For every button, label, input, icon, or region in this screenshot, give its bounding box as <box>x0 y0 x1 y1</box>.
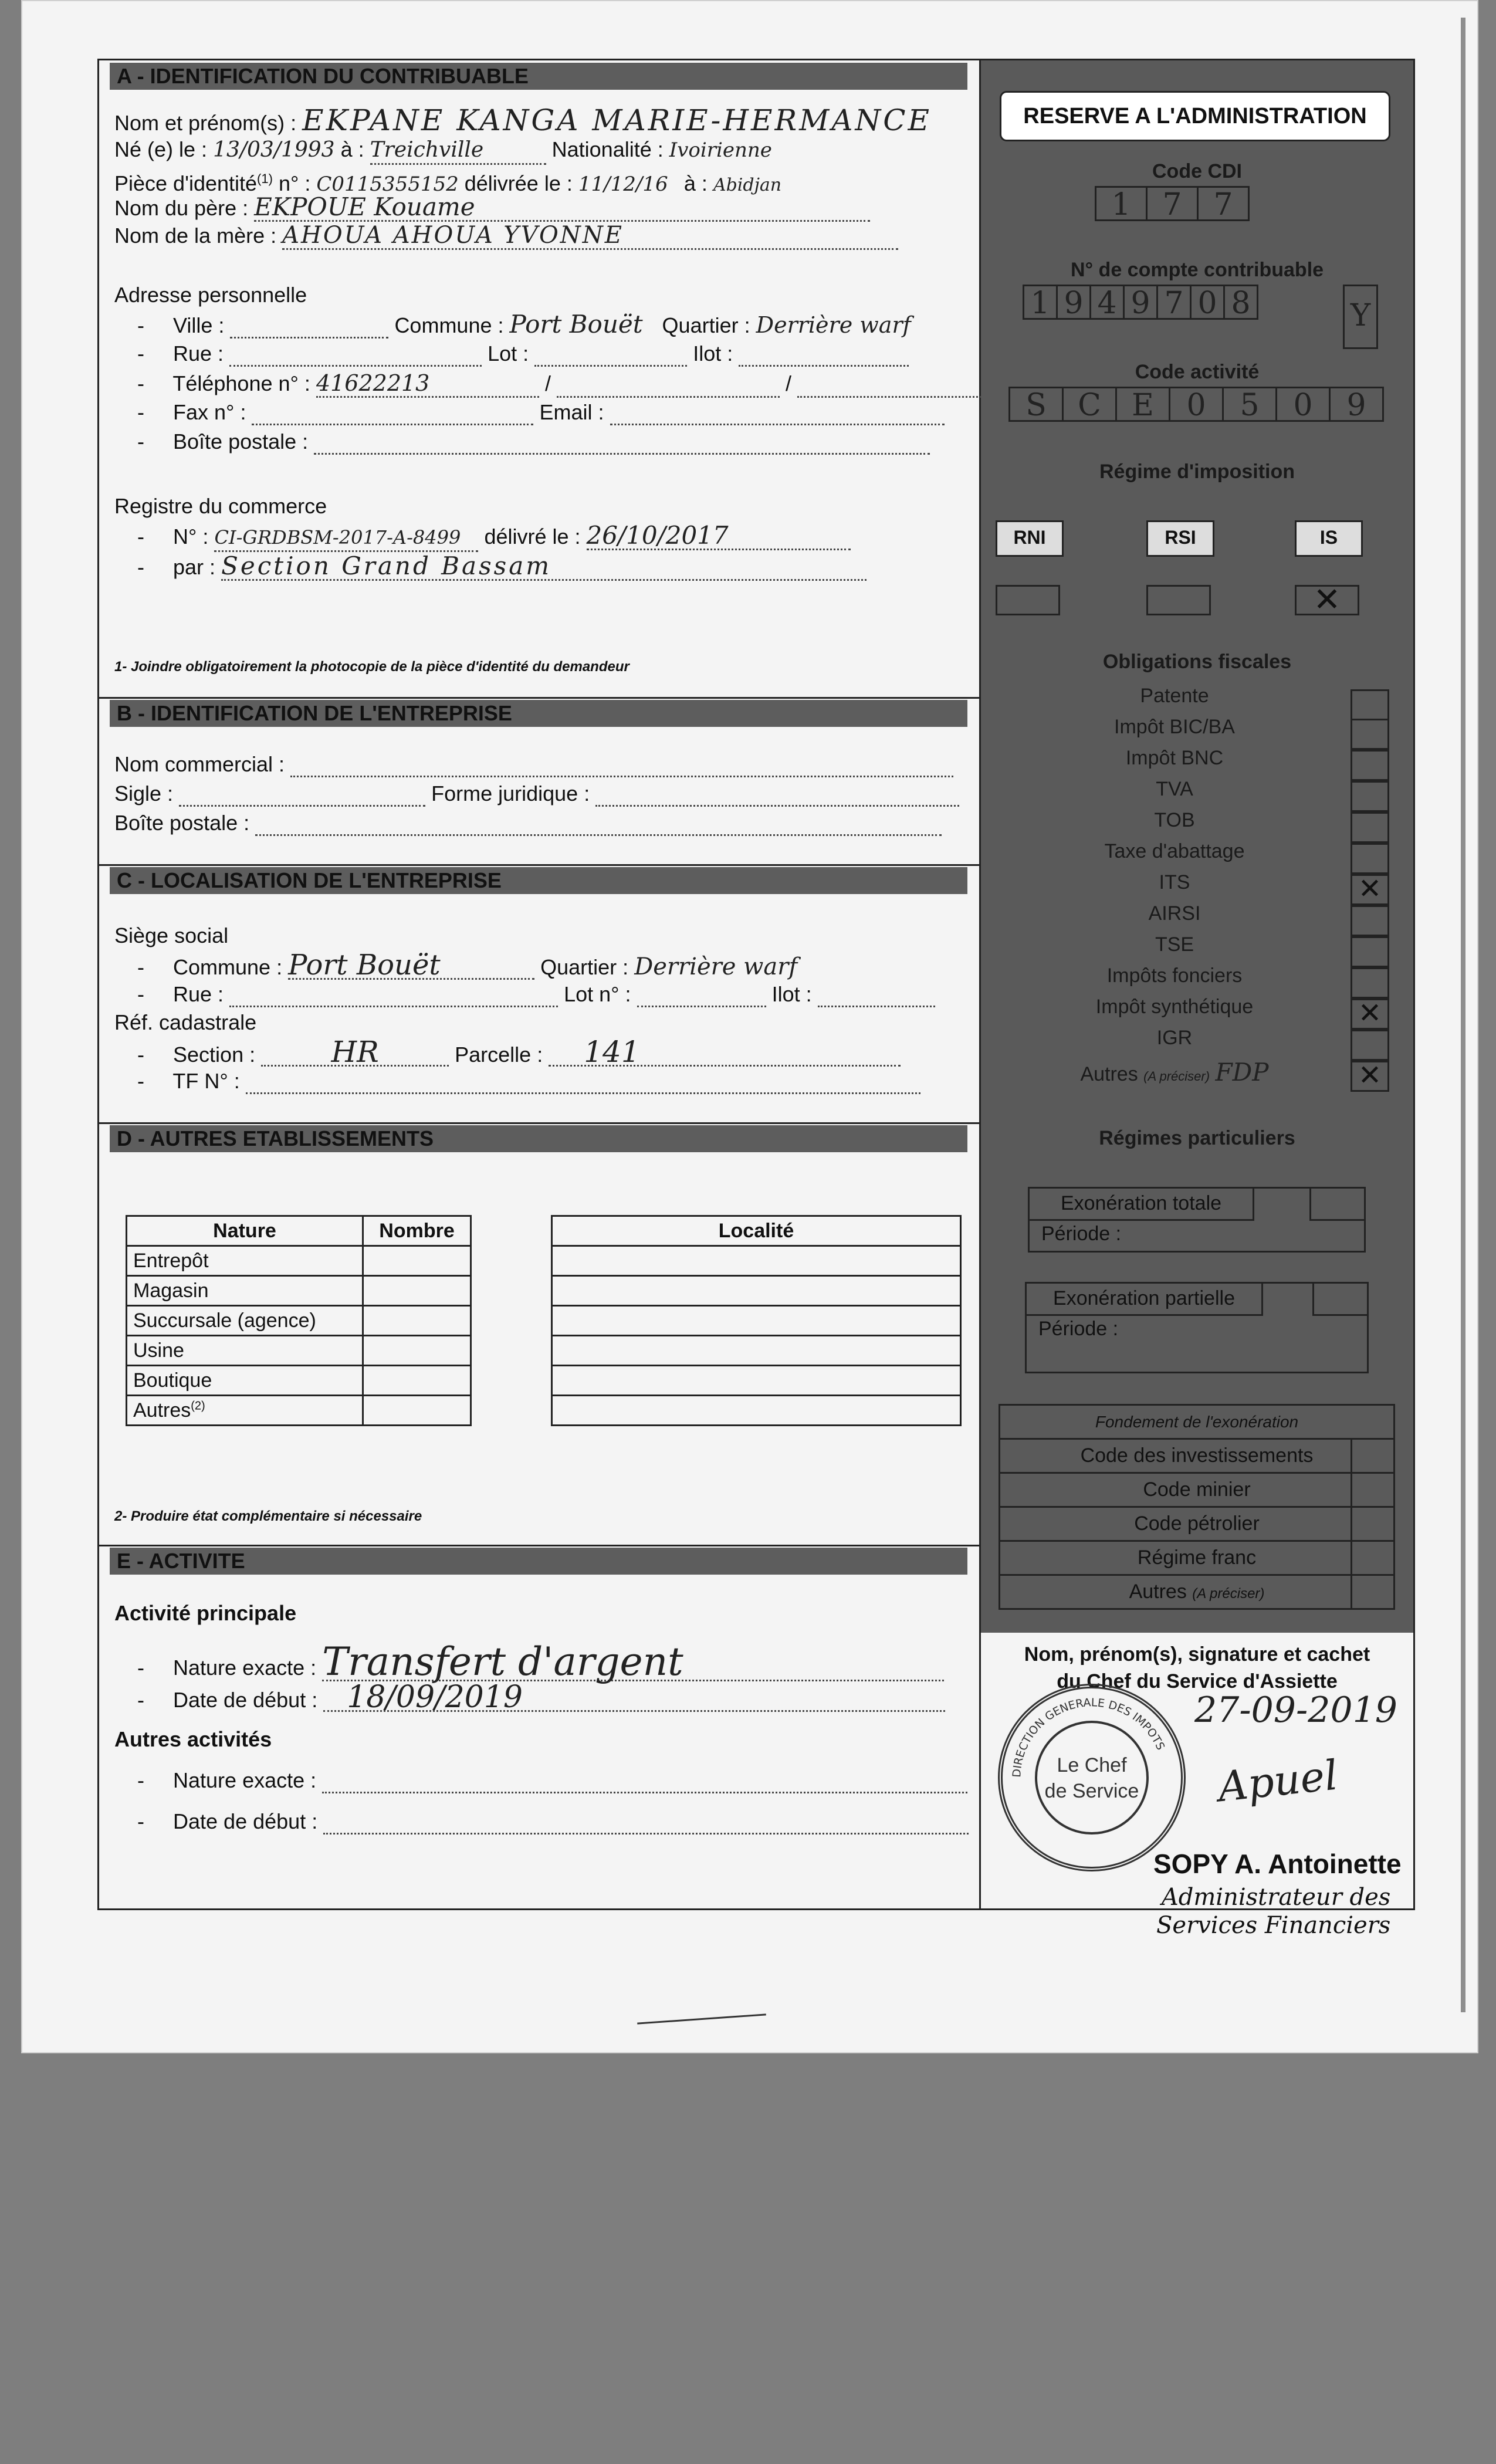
fondement-checkbox[interactable] <box>1351 1508 1393 1540</box>
lot-field[interactable] <box>534 347 687 367</box>
activite-char[interactable]: 0 <box>1169 387 1224 422</box>
compte-key[interactable]: Y <box>1343 285 1378 349</box>
rue-label: Rue : <box>173 341 224 365</box>
activite-cells <box>1010 387 1384 422</box>
scan-edge-mark <box>1461 18 1465 2012</box>
section-c-header: C - LOCALISATION DE L'ENTREPRISE <box>110 867 967 894</box>
cdi-digit[interactable]: 7 <box>1146 186 1199 221</box>
cdi-digit[interactable]: 1 <box>1095 186 1148 221</box>
signatory-title: Administrateur des Services Financiers <box>1156 1884 1391 1939</box>
ref-cadastrale-label: Réf. cadastrale <box>114 1010 257 1034</box>
adresse-label: Adresse personnelle <box>114 283 307 307</box>
c-ilot-field[interactable] <box>818 988 935 1007</box>
compte-key-cell <box>1345 285 1378 349</box>
fondement-investissements: Code des investissements <box>1000 1440 1393 1474</box>
cdi-digit[interactable]: 7 <box>1197 186 1250 221</box>
scanned-form-page <box>21 0 1478 2053</box>
obligation-tva: TVA <box>1156 778 1193 800</box>
piece-no-value[interactable]: C0115355152 <box>316 172 459 196</box>
regime-rni-label: RNI <box>996 520 1064 557</box>
fondement-minier: Code minier <box>1000 1474 1393 1508</box>
fondement-checkbox[interactable] <box>1351 1474 1393 1506</box>
stamp-center: Le Chef de Service <box>1035 1721 1149 1835</box>
c-tf-field[interactable] <box>246 1075 920 1094</box>
nom-commercial-row <box>114 752 953 777</box>
piece-no-label: n° : <box>278 171 311 195</box>
email-field[interactable] <box>610 406 945 425</box>
bp-label: Boîte postale : <box>173 429 309 453</box>
etablissements-table <box>126 1215 472 1426</box>
e-nature-value[interactable]: Transfert d'argent <box>322 1644 944 1681</box>
nombre-cell[interactable] <box>363 1336 471 1366</box>
obligation-synthetique: Impôt synthétique <box>1095 996 1254 1018</box>
fondement-label: Fondement de l'exonération <box>1000 1406 1393 1440</box>
e-debut-row: - Date de début : 18/09/2019 <box>114 1684 945 1713</box>
nationalite-value[interactable]: Ivoirienne <box>669 138 772 162</box>
particuliers-label: Régimes particuliers <box>1099 1127 1295 1149</box>
left-column <box>99 60 981 1908</box>
regime-is-checkbox[interactable]: ✕ <box>1295 585 1359 615</box>
signatory-name: SOPY A. Antoinette <box>1153 1849 1402 1879</box>
nombre-cell[interactable] <box>363 1396 471 1426</box>
signature-label: Nom, prénom(s), signature et cachet du Chef du Service d'Assiette <box>1024 1643 1370 1693</box>
quartier-label: Quartier : <box>662 313 750 337</box>
compte-digit[interactable]: 1 <box>1023 285 1058 320</box>
activite-char[interactable]: C <box>1062 387 1117 422</box>
obligation-checkbox[interactable] <box>1351 967 1389 999</box>
c-lot-label: Lot n° : <box>564 982 631 1006</box>
obligation-patente: Patente <box>1140 685 1209 707</box>
regime-rni-checkbox[interactable] <box>996 585 1060 615</box>
bp-row: - Boîte postale : <box>114 429 930 455</box>
localite-cell[interactable] <box>552 1396 961 1426</box>
exo-totale-box <box>1028 1187 1366 1253</box>
c-section-value[interactable]: HR <box>261 1039 449 1067</box>
e-autres-debut-row: - Date de début : <box>114 1809 969 1835</box>
nature-cell: Boutique <box>127 1366 363 1396</box>
e-debut-value[interactable]: 18/09/2019 <box>323 1684 945 1712</box>
obligation-checkbox[interactable] <box>1351 750 1389 781</box>
quartier-value[interactable]: Derrière warf <box>756 312 911 338</box>
fondement-checkbox[interactable] <box>1351 1440 1393 1472</box>
telephone-row: - Téléphone n° : 41622213 / / <box>114 370 985 398</box>
c-lot-field[interactable] <box>637 988 766 1007</box>
section-e-header: E - ACTIVITE <box>110 1548 967 1575</box>
table-row <box>127 1246 471 1276</box>
c-rue-label: Rue : <box>173 982 224 1006</box>
exo-totale-checkbox[interactable] <box>1309 1189 1364 1221</box>
localite-cell[interactable] <box>552 1366 961 1396</box>
piece-a-value[interactable]: Abidjan <box>713 175 782 195</box>
lot-label: Lot : <box>488 341 529 365</box>
c-tf-label: TF N° : <box>172 1069 240 1093</box>
rc-delivre-label: délivré le : <box>484 524 581 549</box>
autres-footnote: (2) <box>191 1399 205 1413</box>
rc-no-value[interactable]: CI-GRDBSM-2017-A-8499 <box>214 524 478 552</box>
col-nombre-header: Nombre <box>363 1216 471 1246</box>
rc-par-label: par : <box>173 555 216 579</box>
localite-cell[interactable] <box>552 1246 961 1276</box>
exo-partielle-periode: Période : <box>1038 1318 1119 1340</box>
forme-label: Forme juridique : <box>431 781 590 805</box>
e-autres-nature-field[interactable] <box>322 1774 967 1793</box>
ville-field[interactable] <box>230 319 388 339</box>
c-quartier-value[interactable]: Derrière warf <box>634 953 798 980</box>
fondement-regime-franc: Régime franc <box>1000 1542 1393 1576</box>
rue-row: - Rue : Lot : Ilot : <box>114 341 909 367</box>
nom-commercial-label: Nom commercial : <box>114 752 285 776</box>
rc-par-row: - par : Section Grand Bassam <box>114 553 867 581</box>
obligation-tse: TSE <box>1155 933 1194 956</box>
nature-cell: Succursale (agence) <box>127 1306 363 1336</box>
e-autres-debut-label: Date de début : <box>173 1809 318 1833</box>
localite-cell[interactable] <box>552 1306 961 1336</box>
obligation-bnc: Impôt BNC <box>1125 747 1224 769</box>
svg-text:DIRECTION GENERALE DES IMPOTS: DIRECTION GENERALE DES IMPOTS <box>1010 1696 1167 1778</box>
ne-a-label: à : <box>340 137 364 161</box>
fax-label: Fax n° : <box>173 400 246 424</box>
exo-partielle-checkbox[interactable] <box>1312 1284 1367 1316</box>
handwritten-signature: Apuel <box>1216 1751 1340 1812</box>
obligation-its: ITS <box>1159 871 1190 893</box>
piece-delivree-value[interactable]: 11/12/16 <box>578 172 668 196</box>
piece-delivree-label: délivrée le : <box>464 171 573 195</box>
obligation-autres-note: (A préciser) <box>1143 1069 1210 1084</box>
b-bp-field[interactable] <box>255 817 942 836</box>
nombre-cell[interactable] <box>363 1366 471 1396</box>
c-section-row: - Section : HR Parcelle : 141 <box>114 1039 901 1068</box>
commune-label: Commune : <box>394 313 504 337</box>
activite-char[interactable]: 5 <box>1222 387 1277 422</box>
ne-label: Né (e) le : <box>114 137 208 161</box>
note-piece-identite: 1- Joindre obligatoirement la photocopie de la pièce d'identité du demandeur <box>114 659 629 675</box>
localite-table <box>551 1215 962 1426</box>
obligation-checkbox[interactable] <box>1351 781 1389 812</box>
table-row <box>127 1276 471 1306</box>
nombre-cell[interactable] <box>363 1276 471 1306</box>
obligation-checkbox[interactable]: ✕ <box>1351 999 1389 1030</box>
nature-cell: Magasin <box>127 1276 363 1306</box>
siege-label: Siège social <box>114 923 229 947</box>
sigle-label: Sigle : <box>114 781 174 805</box>
nom-commercial-field[interactable] <box>290 758 953 777</box>
compte-digit[interactable]: 9 <box>1123 285 1158 320</box>
ilot-label: Ilot : <box>693 341 733 365</box>
localite-cell[interactable] <box>552 1276 961 1306</box>
regime-label: Régime d'imposition <box>1099 461 1295 483</box>
admin-panel <box>981 60 1413 1633</box>
ville-row: - Ville : Commune : Port Bouët Quartier : Derrière warf <box>137 310 911 339</box>
nombre-cell[interactable] <box>363 1246 471 1276</box>
cdi-cells <box>1096 186 1250 221</box>
c-parcelle-label: Parcelle : <box>455 1043 543 1067</box>
b-bp-label: Boîte postale : <box>114 811 250 835</box>
mere-label: Nom de la mère : <box>114 224 277 248</box>
c-section-label: Section : <box>173 1043 256 1067</box>
exo-partielle-box <box>1025 1282 1369 1373</box>
compte-digit[interactable]: 9 <box>1056 285 1091 320</box>
obligation-checkbox[interactable] <box>1351 936 1389 967</box>
stray-mark <box>637 2013 766 2024</box>
obligation-autres: Autres (A préciser) FDP <box>1080 1058 1269 1087</box>
pere-label: Nom du père : <box>114 196 249 220</box>
nature-cell: Autres$^{(2)}$ <box>127 1396 363 1426</box>
c-commune-label: Commune : <box>173 955 283 979</box>
note-etat-complementaire: 2- Produire état complémentaire si nécessaire <box>114 1508 422 1524</box>
obligations-label: Obligations fiscales <box>1102 651 1292 673</box>
obligation-checkbox[interactable]: ✕ <box>1351 1061 1389 1092</box>
nombre-cell[interactable] <box>363 1306 471 1336</box>
e-autres-nature-row: - Nature exacte : <box>114 1768 967 1793</box>
ilot-field[interactable] <box>739 347 909 367</box>
forme-field[interactable] <box>595 787 959 807</box>
fondement-table <box>999 1404 1395 1610</box>
ville-label: Ville : <box>173 313 225 337</box>
c-commune-row: - Commune : Port Bouët Quartier : Derrière warf <box>137 949 798 981</box>
bp-field[interactable] <box>314 435 930 455</box>
e-debut-label: Date de début : <box>173 1688 318 1712</box>
obligation-autres-value[interactable]: FDP <box>1215 1058 1269 1087</box>
compte-label: N° de compte contribuable <box>1070 259 1324 281</box>
obligation-tob: TOB <box>1154 809 1195 831</box>
tax-registration-form <box>97 59 1415 1910</box>
pere-row <box>114 194 870 222</box>
c-rue-field[interactable] <box>229 988 558 1007</box>
fondement-autres: Autres (A préciser) <box>1000 1576 1393 1608</box>
c-quartier-label: Quartier : <box>540 955 629 979</box>
piece-label: Pièce d'identité <box>114 171 258 195</box>
obligation-checkbox[interactable] <box>1351 719 1389 750</box>
e-nature-label: Nature exacte : <box>173 1656 317 1680</box>
mere-row <box>114 222 898 250</box>
localite-cell[interactable] <box>552 1336 961 1366</box>
col-localite-header: Localité <box>552 1216 961 1246</box>
official-stamp <box>998 1684 1186 1871</box>
telephone-label: Téléphone n° : <box>172 371 310 395</box>
section-b-header: B - IDENTIFICATION DE L'ENTREPRISE <box>110 700 967 727</box>
rc-no-label: N° : <box>173 524 209 549</box>
mere-value[interactable]: AHOUA AHOUA YVONNE <box>282 222 898 250</box>
nature-cell: Usine <box>127 1336 363 1366</box>
c-parcelle-value[interactable]: 141 <box>549 1039 901 1067</box>
ne-a-value[interactable]: Treichville <box>370 137 546 165</box>
cdi-label: Code CDI <box>1152 160 1242 182</box>
activite-principale-label: Activité principale <box>114 1601 297 1625</box>
nom-value[interactable]: EKPANE KANGA MARIE-HERMANCE <box>302 103 932 137</box>
table-row <box>127 1306 471 1336</box>
nature-cell: Entrepôt <box>127 1246 363 1276</box>
fax-field[interactable] <box>252 406 533 425</box>
obligation-airsi: AIRSI <box>1148 902 1201 925</box>
admin-title: RESERVE A L'ADMINISTRATION <box>1000 91 1390 141</box>
nom-row <box>114 103 932 137</box>
b-bp-row <box>114 810 942 836</box>
regime-rsi-checkbox[interactable] <box>1146 585 1211 615</box>
registre-label: Registre du commerce <box>114 494 327 518</box>
compte-digit[interactable]: 8 <box>1223 285 1258 320</box>
naissance-row <box>114 137 772 165</box>
activite-label: Code activité <box>1135 361 1260 383</box>
activite-char[interactable]: 9 <box>1329 387 1384 422</box>
fondement-petrolier: Code pétrolier <box>1000 1508 1393 1542</box>
table-row <box>127 1366 471 1396</box>
regime-is-label: IS <box>1295 520 1363 557</box>
e-autres-nature-label: Nature exacte : <box>173 1768 317 1792</box>
compte-digit[interactable]: 7 <box>1156 285 1192 320</box>
c-rue-row: - Rue : Lot n° : Ilot : <box>114 981 935 1007</box>
fondement-checkbox[interactable] <box>1351 1576 1393 1608</box>
obligation-checkbox[interactable] <box>1351 689 1389 720</box>
fondement-checkbox[interactable] <box>1351 1542 1393 1574</box>
obligation-checkbox[interactable] <box>1351 905 1389 936</box>
sigle-row <box>114 781 959 807</box>
table-row <box>127 1396 471 1426</box>
obligation-checkbox[interactable]: ✕ <box>1351 874 1389 905</box>
compte-cells <box>1024 285 1258 320</box>
obligation-bic: Impôt BIC/BA <box>1114 716 1235 738</box>
email-label: Email : <box>539 400 604 424</box>
col-nature-header: Nature <box>127 1216 363 1246</box>
obligation-abattage: Taxe d'abattage <box>1104 840 1245 862</box>
e-autres-debut-field[interactable] <box>323 1815 969 1835</box>
exo-totale-periode: Période : <box>1041 1223 1122 1245</box>
regime-rsi-label: RSI <box>1146 520 1214 557</box>
rc-par-value[interactable]: Section Grand Bassam <box>221 553 867 581</box>
activite-char[interactable]: E <box>1115 387 1170 422</box>
activite-char[interactable]: S <box>1008 387 1064 422</box>
pere-value[interactable]: EKPOUE Kouame <box>254 194 870 222</box>
piece-a-label: à : <box>683 171 708 195</box>
obligation-checkbox[interactable] <box>1351 843 1389 874</box>
sigle-field[interactable] <box>179 787 425 807</box>
obligation-igr: IGR <box>1156 1027 1193 1049</box>
rc-no-row: - N° : CI-GRDBSM-2017-A-8499 délivré le : 26/10/2017 <box>114 523 851 552</box>
nom-label: Nom et prénom(s) : <box>114 111 297 135</box>
fax-row: - Fax n° : Email : <box>114 400 945 425</box>
activite-char[interactable]: 0 <box>1275 387 1331 422</box>
commune-value[interactable]: Port Bouët <box>509 310 643 339</box>
piece-footnote: (1) <box>257 171 273 186</box>
section-a-header: A - IDENTIFICATION DU CONTRIBUABLE <box>110 63 967 90</box>
telephone-value[interactable]: 41622213 <box>316 370 539 398</box>
signature-date: 27-09-2019 <box>1194 1690 1397 1731</box>
rc-delivre-value[interactable]: 26/10/2017 <box>587 523 851 550</box>
obligation-checkbox[interactable] <box>1351 812 1389 843</box>
obligation-fonciers: Impôts fonciers <box>1106 964 1243 987</box>
ne-value[interactable]: 13/03/1993 <box>213 138 335 162</box>
c-commune-value[interactable]: Port Bouët <box>288 952 534 980</box>
autres-activites-label: Autres activités <box>114 1727 272 1751</box>
compte-digit[interactable]: 0 <box>1190 285 1225 320</box>
exo-totale-label: Exonération totale <box>1030 1189 1254 1221</box>
nationalite-label: Nationalité : <box>551 137 664 161</box>
c-tf-row: - TF N° : <box>114 1068 920 1094</box>
obligation-checkbox[interactable] <box>1351 1030 1389 1061</box>
e-nature-row: - Nature exacte : Transfert d'argent <box>114 1644 944 1681</box>
compte-digit[interactable]: 4 <box>1089 285 1125 320</box>
table-row <box>127 1336 471 1366</box>
section-d-header: D - AUTRES ETABLISSEMENTS <box>110 1125 967 1152</box>
exo-partielle-label: Exonération partielle <box>1027 1284 1263 1316</box>
rue-field[interactable] <box>229 347 482 367</box>
c-ilot-label: Ilot : <box>771 982 812 1006</box>
